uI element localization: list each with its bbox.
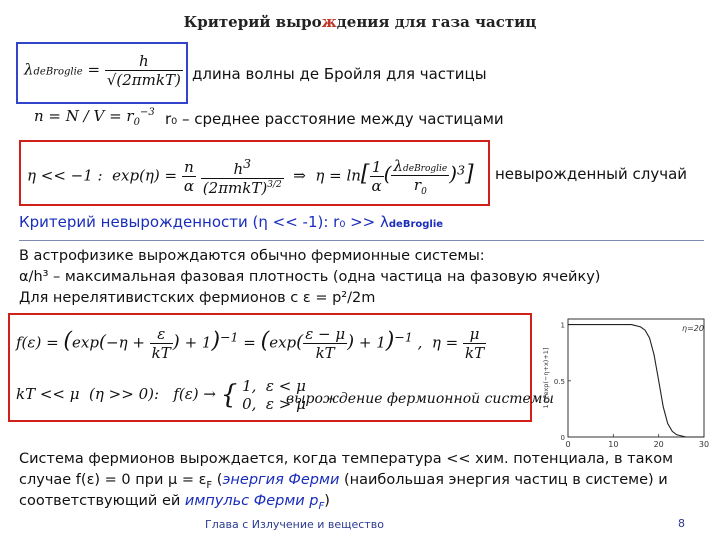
nondegenerate-label: невырожденный случай [495, 165, 688, 183]
fermi-momentum-term: импульс Ферми p [184, 493, 319, 509]
criterion-text: Критерий невырожденности (η << -1): r₀ >> λ [19, 213, 389, 231]
section-divider [19, 240, 704, 241]
bottom-line-2-sub: F [206, 479, 213, 491]
fermi-formula: f(ε) = (exp(−η + $\frac{\varepsilon}{kT}$ ) + 1)$^{-1}$ = (exp( $\frac{\varepsilon - \mu}{kT}$ ) + 1)$^{-1}$ , η = $\frac{\mu}{kT}$ [16, 325, 485, 362]
plot-ytick-label: 0.5 [553, 377, 565, 386]
astro-line-2: α/h³ – максимальная фазовая плотность (одна частица на фазовую ячейку) [19, 269, 601, 285]
fermi-energy-term: энергия Ферми [222, 472, 340, 488]
plot-xtick-label: 10 [608, 440, 619, 449]
fermi-plot [540, 305, 712, 453]
bottom-line-2-c: ( [212, 472, 223, 488]
plot-xtick-label: 30 [698, 440, 710, 449]
density-formula: $n = N / V = r_0^{-3}$ [34, 107, 155, 128]
fermi-momentum-sub: F [318, 500, 325, 512]
footer-chapter: Глава с Излучение и вещество [205, 518, 384, 531]
bottom-line-2-d: (наибольшая энергия частиц в системе) и [339, 472, 668, 488]
bottom-line-3-c: ) [324, 493, 330, 509]
degenerate-label: вырождение фермионной системы [286, 391, 554, 407]
footer-page-number: 8 [678, 517, 685, 530]
plot-ylabel: 1 / [exp(−η+x)+1] [542, 347, 550, 409]
nondegenerate-formula: η << −1 : exp(η) = $\frac{n}{\alpha}$ $\frac{h^3}{(2\pi mkT)^{3/2}}$ ⇒ η = ln[ $\frac{1}{\alpha}$ ( $\frac{\text{λdeBroglie}}{r_0}$ )$^3$] [27, 156, 474, 197]
slide-title [0, 13, 720, 31]
debroglie-description: длина волны де Бройля для частицы [192, 65, 487, 83]
fermi-plot-svg [540, 305, 712, 453]
degenerate-formula: kT << μ (η >> 0): f(ε) → { 1, ε < μ 0, ε > μ [16, 377, 306, 413]
bottom-line-3 [19, 491, 330, 517]
debroglie-formula: λdeBroglie = $\frac{h}{\text{√(2πmkT)}}$ [24, 52, 181, 89]
criterion-subscript: deBroglie [388, 219, 444, 230]
debroglie-formula-box [16, 42, 188, 104]
bottom-line-2-a: случае f(ε) = 0 при μ = ε [19, 472, 207, 488]
plot-frame [568, 319, 704, 437]
bottom-line-3-a: соответствующий ей [19, 493, 185, 509]
title-text-prefix: Критерий выро [183, 13, 322, 31]
title-text-highlight: ж [321, 13, 337, 31]
plot-title: η=20 [682, 324, 704, 333]
plot-ytick-label: 1 [560, 321, 565, 330]
nondegeneracy-criterion [19, 213, 443, 231]
plot-xtick-label: 0 [565, 440, 571, 449]
astro-line-1: В астрофизике вырождаются обычно фермионные системы: [19, 248, 485, 264]
density-description: r₀ – среднее расстояние между частицами [165, 110, 504, 128]
plot-xtick-label: 20 [653, 440, 664, 449]
bottom-line-1: Система фермионов вырождается, когда температура << хим. потенциала, в таком [19, 451, 674, 467]
astro-line-3: Для нерелятивистских фермионов с ε = p²/2m [19, 290, 376, 306]
title-text-suffix: дения для газа частиц [336, 13, 537, 31]
nondegenerate-formula-box [19, 140, 490, 206]
plot-ytick-label: 0 [560, 434, 565, 442]
